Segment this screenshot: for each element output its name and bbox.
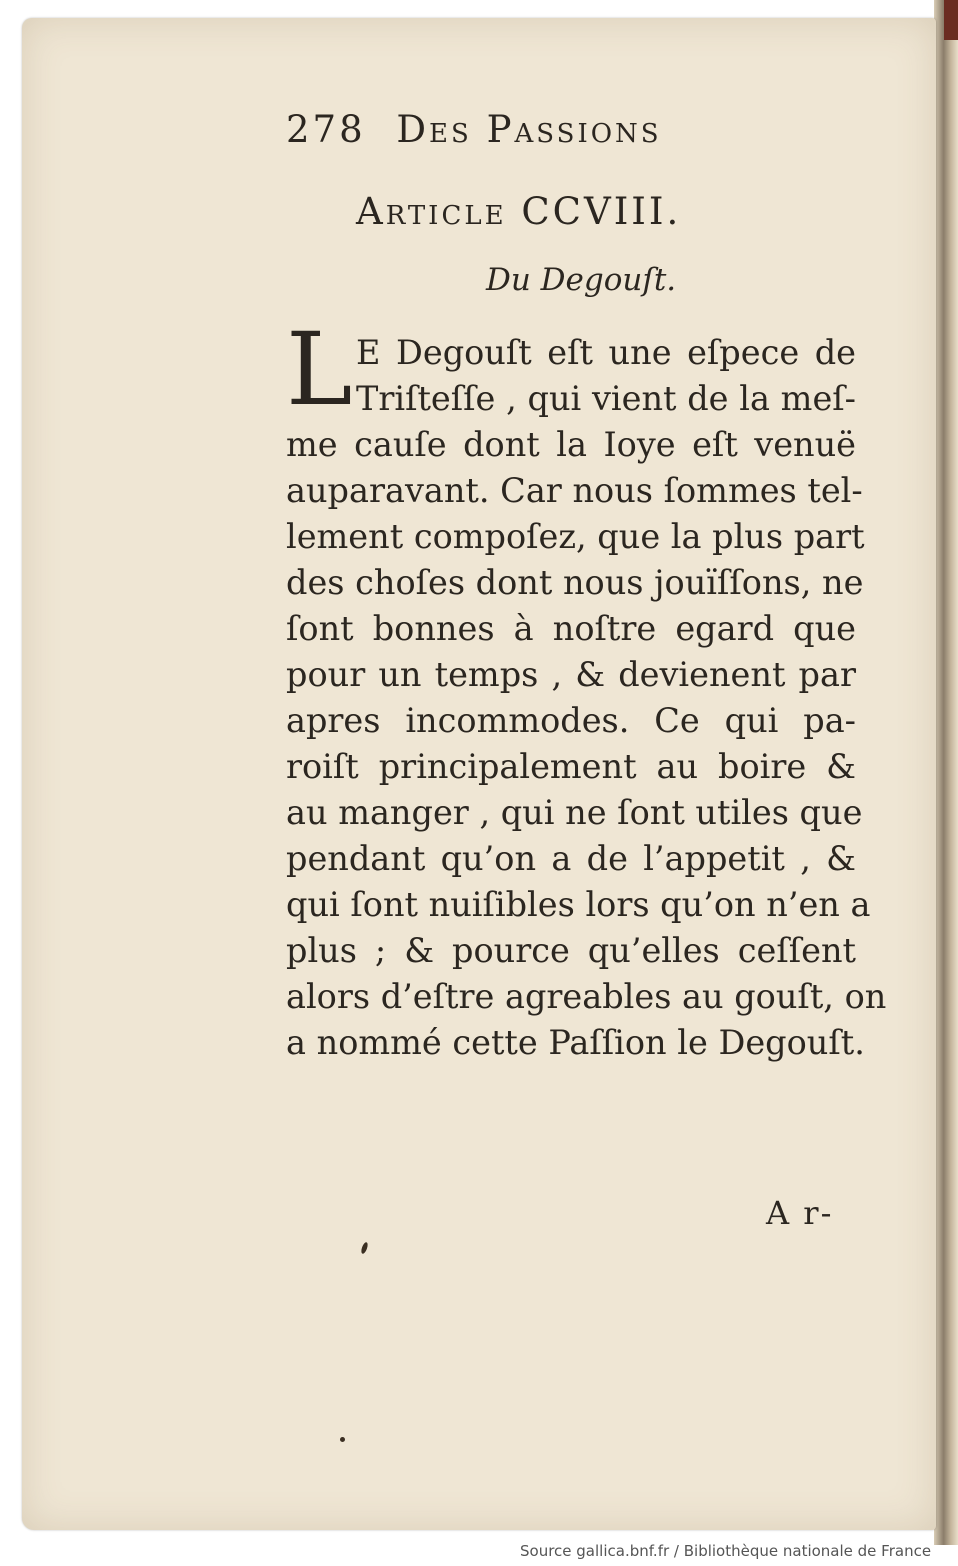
article-body [286,330,887,1066]
body-line: plus ; & pource qu’elles ceſſent [286,931,856,970]
book-gutter [934,0,958,1545]
body-line: auparavant. Car nous ſommes tel- [286,471,863,510]
body-line: qui ſont nuiſibles lors qu’on n’en a [286,885,871,924]
binding-edge [944,0,958,40]
body-line: E Degouſt eſt une eſpece de [356,333,856,372]
ink-speck [340,1437,345,1442]
source-credit: Source gallica.bnf.fr / Bibliothèque nationale de France [520,1542,932,1560]
catchword: A r- [766,1194,834,1232]
body-line: a nommé cette Paſſion le Degouſt. [286,1023,865,1062]
article-heading: Article CCVIII. [356,190,682,233]
body-line: au manger , qui ne ſont utiles que [286,793,863,832]
body-line: lement compoſez, que la plus part [286,517,865,556]
article-subtitle: Du Degouſt. [486,262,677,298]
body-line: me cauſe dont la Ioye eſt venuë [286,425,856,464]
body-line: roiſt principalement au boire & [286,747,856,786]
body-line: apres incommodes. Ce qui pa- [286,701,856,740]
body-line: pendant qu’on a de l’appetit , & [286,839,856,878]
body-line: des choſes dont nous jouïſſons, ne [286,563,864,602]
running-header [286,108,766,151]
body-line: Triſteſſe , qui vient de la meſ- [356,379,856,418]
body-line: alors d’eſtre agreables au gouſt, on [286,977,887,1016]
body-line: pour un temps , & devienent par [286,655,856,694]
body-line: ſont bonnes à noſtre egard que [286,609,856,648]
drop-capital: L [286,311,353,428]
page-number: 278 [286,108,366,151]
running-title: Des Passions [396,108,662,151]
